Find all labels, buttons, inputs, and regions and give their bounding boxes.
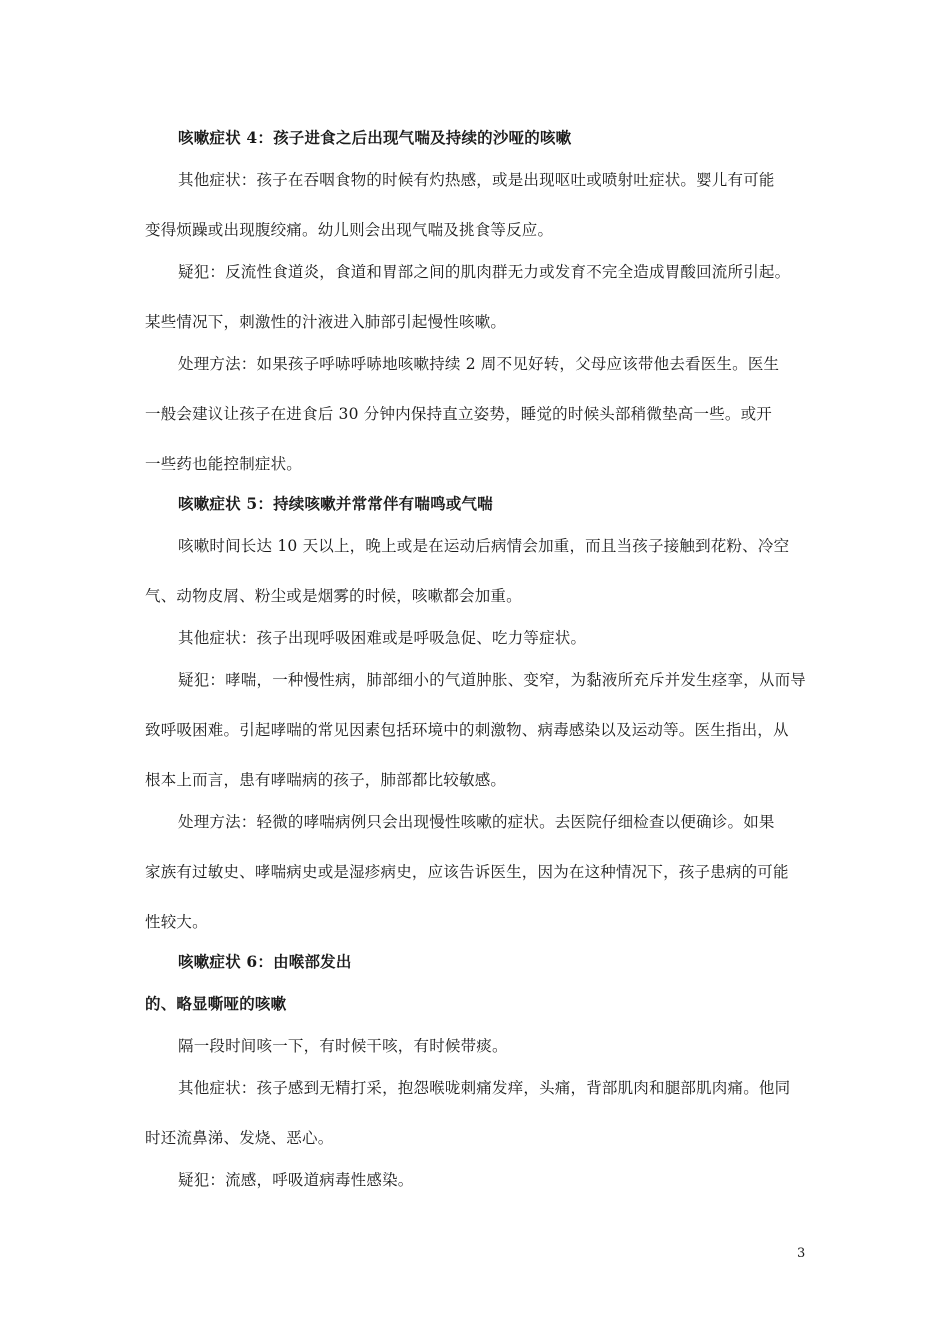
paragraph-line: 疑犯：反流性食道炎，食道和胃部之间的肌肉群无力或发育不完全造成胃酸回流所引起。 [178, 263, 791, 281]
paragraph-line: 其他症状：孩子在吞咽食物的时候有灼热感，或是出现呕吐或喷射吐症状。婴儿有可能 [178, 171, 775, 189]
paragraph-line: 气、动物皮屑、粉尘或是烟雾的时候，咳嗽都会加重。 [145, 587, 522, 605]
paragraph-line: 其他症状：孩子出现呼吸困难或是呼吸急促、吃力等症状。 [178, 629, 587, 647]
section-heading: 咳嗽症状 4：孩子进食之后出现气喘及持续的沙哑的咳嗽 [178, 128, 572, 147]
paragraph-line: 咳嗽时间长达 10 天以上，晚上或是在运动后病情会加重，而且当孩子接触到花粉、冷空 [178, 537, 790, 555]
section-heading: 的、略显嘶哑的咳嗽 [145, 994, 287, 1013]
paragraph-line: 某些情况下，刺激性的汁液进入肺部引起慢性咳嗽。 [145, 313, 507, 331]
paragraph-line: 根本上而言，患有哮喘病的孩子，肺部都比较敏感。 [145, 771, 507, 789]
paragraph-line: 致呼吸困难。引起哮喘的常见因素包括环境中的刺激物、病毒感染以及运动等。医生指出，从 [145, 721, 789, 739]
paragraph-line: 家族有过敏史、哮喘病史或是湿疹病史，应该告诉医生，因为在这种情况下，孩子患病的可能 [145, 863, 789, 881]
paragraph-line: 一些药也能控制症状。 [145, 455, 303, 473]
paragraph-line: 其他症状：孩子感到无精打采，抱怨喉咙刺痛发痒，头痛，背部肌肉和腿部肌肉痛。他同 [178, 1079, 791, 1097]
paragraph-line: 性较大。 [145, 913, 208, 931]
paragraph-line: 变得烦躁或出现腹绞痛。幼儿则会出现气喘及挑食等反应。 [145, 221, 554, 239]
paragraph-line: 处理方法：轻微的哮喘病例只会出现慢性咳嗽的症状。去医院仔细检查以便确诊。如果 [178, 813, 775, 831]
paragraph-line: 一般会建议让孩子在进食后 30 分钟内保持直立姿势，睡觉的时候头部稍微垫高一些。或开 [145, 405, 772, 423]
section-heading: 咳嗽症状 5：持续咳嗽并常常伴有喘鸣或气喘 [178, 494, 493, 513]
paragraph-line: 隔一段时间咳一下，有时候干咳，有时候带痰。 [178, 1037, 508, 1055]
paragraph-line: 疑犯：流感，呼吸道病毒性感染。 [178, 1171, 414, 1189]
paragraph-line: 疑犯：哮喘，一种慢性病，肺部细小的气道肿胀、变窄，为黏液所充斥并发生痉挛，从而导 [178, 671, 807, 689]
paragraph-line: 处理方法：如果孩子呼哧呼哧地咳嗽持续 2 周不见好转，父母应该带他去看医生。医生 [178, 355, 780, 373]
section-heading: 咳嗽症状 6：由喉部发出 [178, 952, 352, 971]
page-number: 3 [797, 1246, 806, 1261]
paragraph-line: 时还流鼻涕、发烧、恶心。 [145, 1129, 334, 1147]
